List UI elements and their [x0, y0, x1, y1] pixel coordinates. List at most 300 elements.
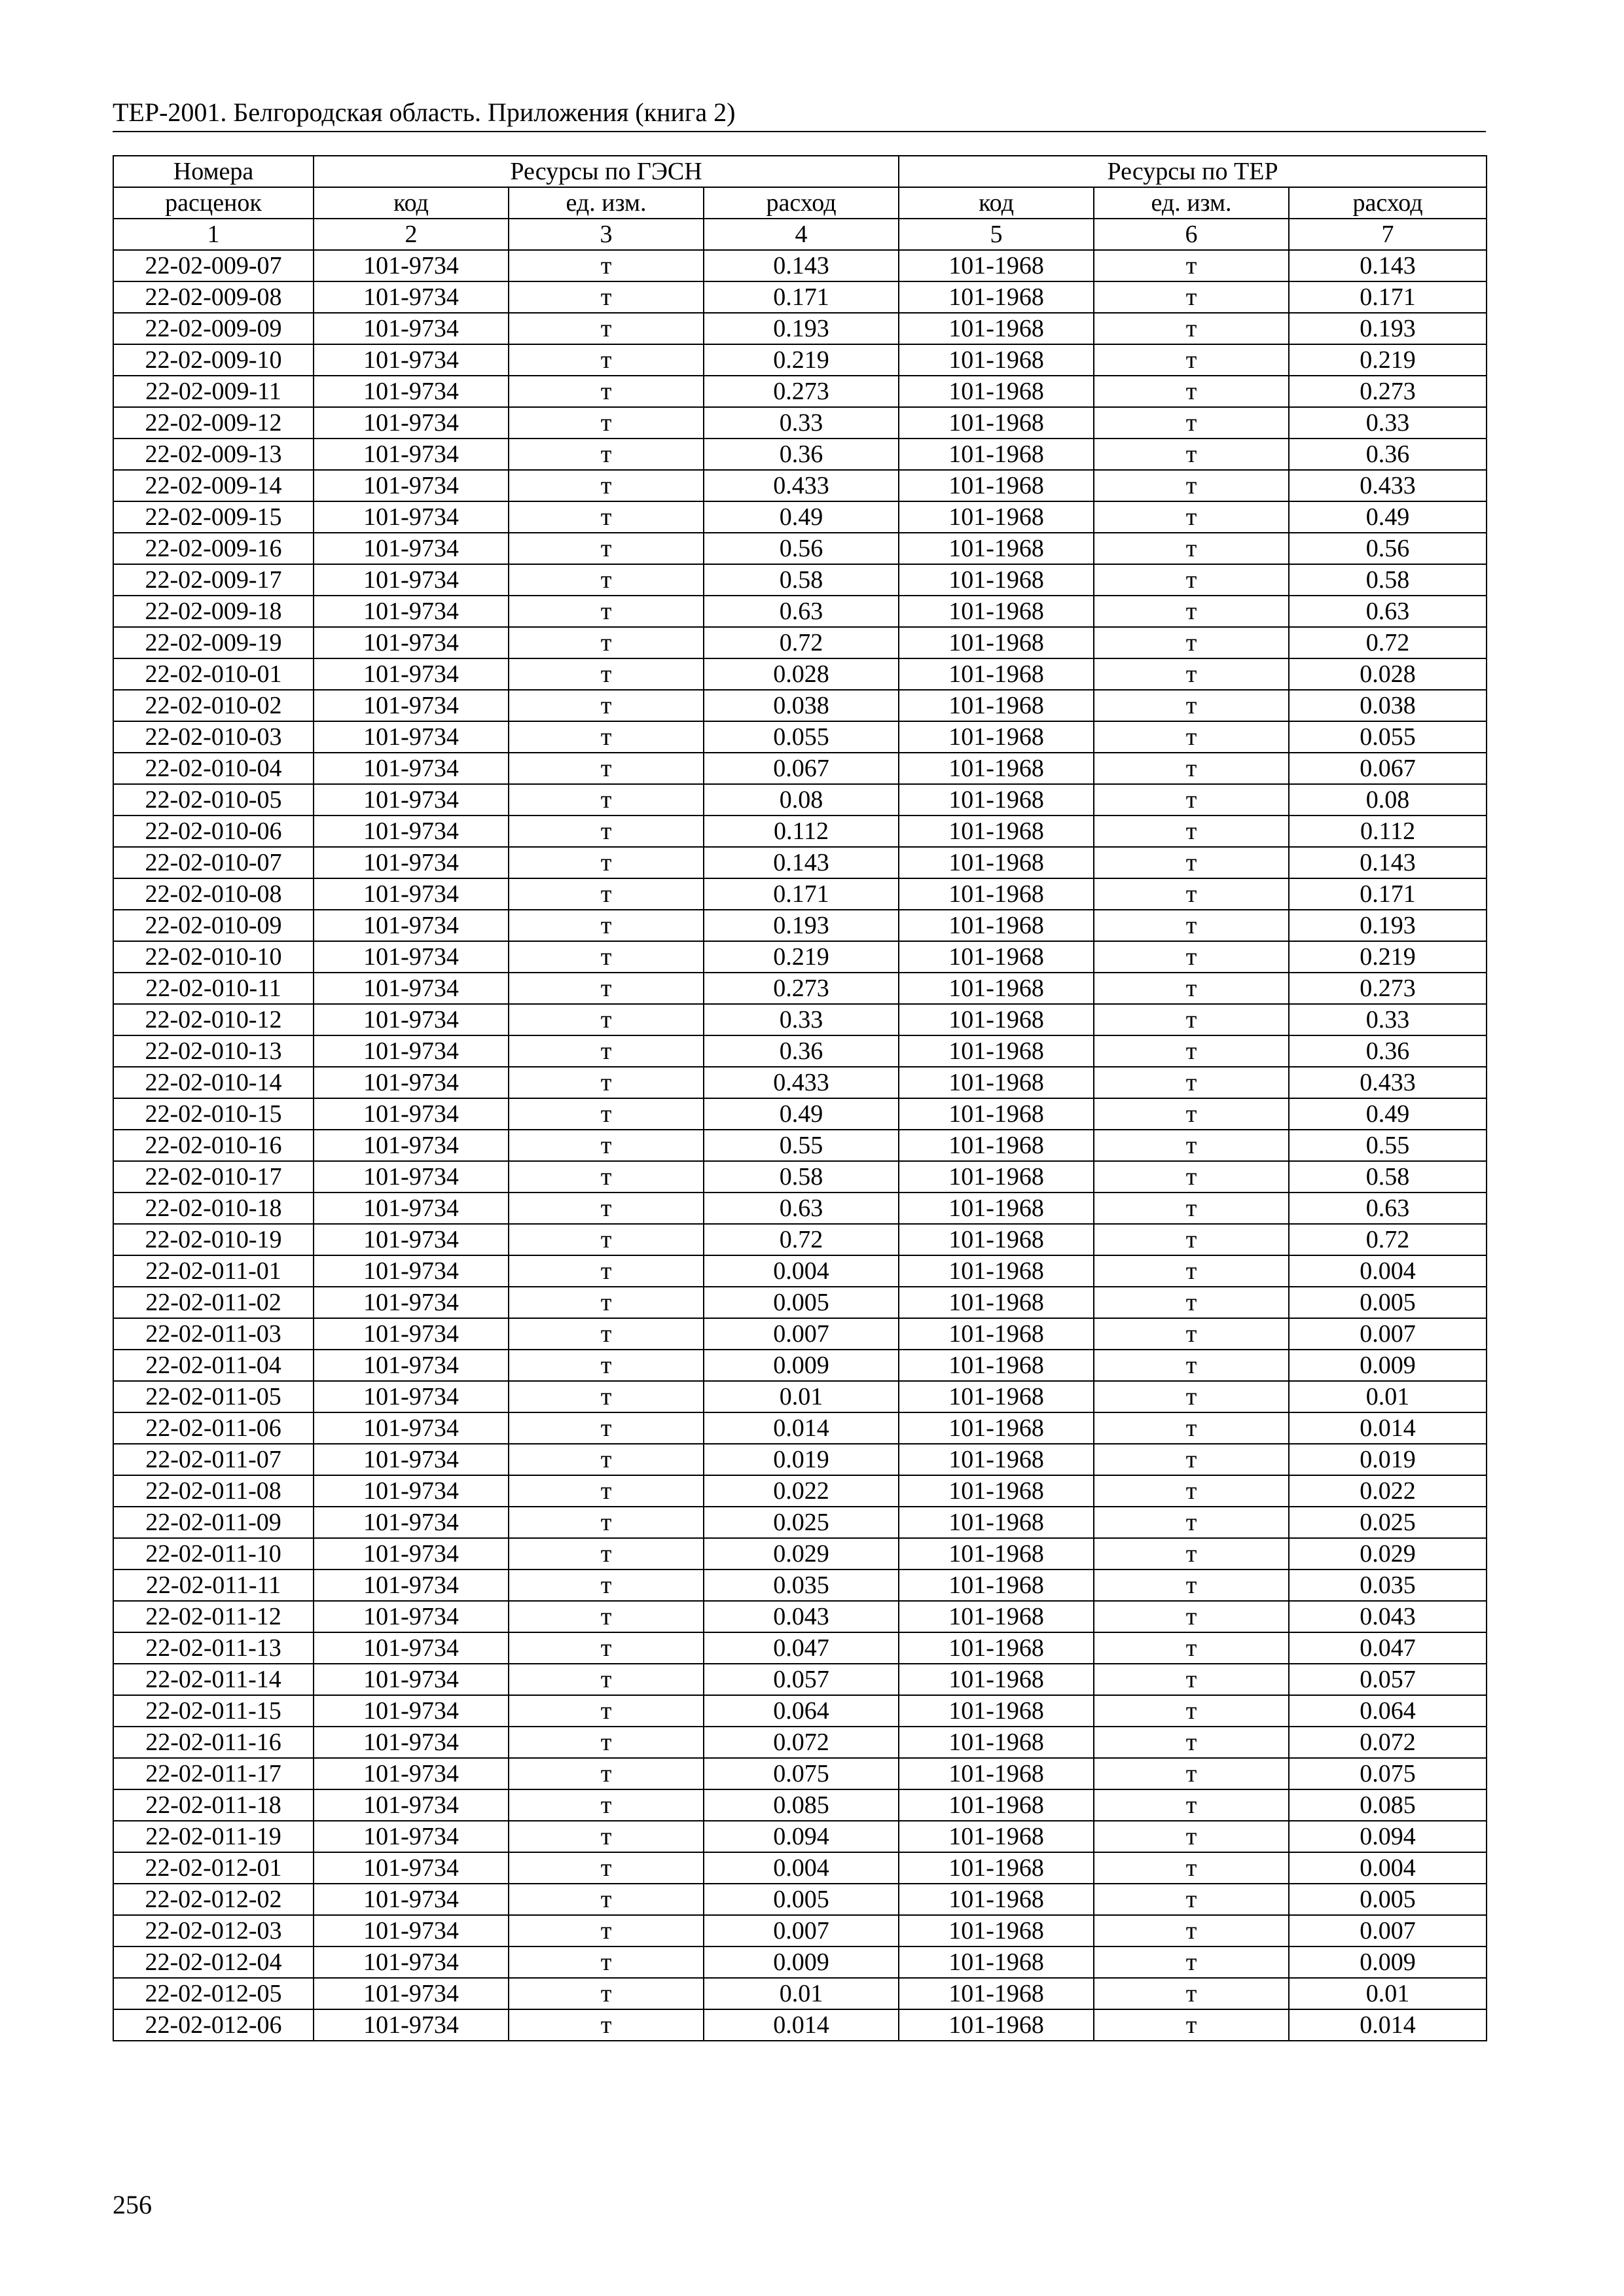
table-row: [113, 1444, 1487, 1475]
cell-ter-code: 101-1968: [899, 1507, 1094, 1538]
resources-table: [113, 155, 1487, 2041]
cell-rate-number: 22-02-009-12: [113, 407, 314, 439]
cell-gesn-code: 101-9734: [314, 658, 509, 690]
column-number: 3: [509, 219, 704, 250]
cell-rate-number: 22-02-011-15: [113, 1695, 314, 1727]
cell-ter-code: 101-1968: [899, 376, 1094, 407]
cell-rate-number: 22-02-010-06: [113, 816, 314, 847]
cell-ter-unit: т: [1094, 1475, 1289, 1507]
cell-ter-unit: т: [1094, 1758, 1289, 1789]
cell-rate-number: 22-02-011-09: [113, 1507, 314, 1538]
cell-gesn-unit: т: [509, 564, 704, 596]
cell-gesn-consumption: 0.433: [704, 1067, 899, 1098]
cell-ter-unit: т: [1094, 1193, 1289, 1224]
cell-ter-code: 101-1968: [899, 344, 1094, 376]
header-gesn-unit: ед. изм.: [509, 187, 704, 219]
cell-rate-number: 22-02-012-04: [113, 1946, 314, 1978]
cell-ter-consumption: 0.047: [1289, 1632, 1487, 1664]
cell-gesn-unit: т: [509, 501, 704, 533]
cell-ter-unit: т: [1094, 1632, 1289, 1664]
cell-rate-number: 22-02-009-11: [113, 376, 314, 407]
cell-gesn-unit: т: [509, 250, 704, 281]
cell-ter-code: 101-1968: [899, 439, 1094, 470]
table-row: [113, 816, 1487, 847]
cell-gesn-consumption: 0.193: [704, 910, 899, 941]
cell-rate-number: 22-02-011-11: [113, 1570, 314, 1601]
cell-ter-consumption: 0.171: [1289, 878, 1487, 910]
table-row: [113, 1318, 1487, 1350]
cell-gesn-consumption: 0.219: [704, 941, 899, 973]
cell-ter-unit: т: [1094, 281, 1289, 313]
cell-ter-consumption: 0.005: [1289, 1287, 1487, 1318]
table-row: [113, 1507, 1487, 1538]
cell-gesn-consumption: 0.433: [704, 470, 899, 501]
cell-ter-code: 101-1968: [899, 281, 1094, 313]
cell-ter-unit: т: [1094, 1570, 1289, 1601]
table-row: [113, 470, 1487, 501]
cell-ter-consumption: 0.273: [1289, 973, 1487, 1004]
cell-gesn-unit: т: [509, 910, 704, 941]
cell-ter-unit: т: [1094, 2009, 1289, 2041]
header-numbers: Номера: [113, 156, 314, 187]
cell-ter-consumption: 0.112: [1289, 816, 1487, 847]
cell-ter-unit: т: [1094, 1664, 1289, 1695]
cell-ter-code: 101-1968: [899, 1915, 1094, 1946]
cell-gesn-code: 101-9734: [314, 1161, 509, 1193]
cell-gesn-unit: т: [509, 1852, 704, 1884]
cell-rate-number: 22-02-011-10: [113, 1538, 314, 1570]
cell-gesn-consumption: 0.56: [704, 533, 899, 564]
cell-gesn-consumption: 0.58: [704, 564, 899, 596]
cell-ter-unit: т: [1094, 878, 1289, 910]
cell-ter-unit: т: [1094, 1130, 1289, 1161]
cell-gesn-consumption: 0.047: [704, 1632, 899, 1664]
cell-rate-number: 22-02-009-09: [113, 313, 314, 344]
cell-ter-consumption: 0.219: [1289, 344, 1487, 376]
cell-gesn-unit: т: [509, 753, 704, 784]
table-row: [113, 1852, 1487, 1884]
cell-ter-consumption: 0.005: [1289, 1884, 1487, 1915]
cell-gesn-consumption: 0.72: [704, 627, 899, 658]
cell-ter-unit: т: [1094, 250, 1289, 281]
cell-rate-number: 22-02-011-05: [113, 1381, 314, 1412]
cell-ter-code: 101-1968: [899, 1161, 1094, 1193]
cell-gesn-code: 101-9734: [314, 1664, 509, 1695]
cell-ter-code: 101-1968: [899, 1632, 1094, 1664]
cell-ter-code: 101-1968: [899, 1035, 1094, 1067]
cell-gesn-code: 101-9734: [314, 816, 509, 847]
cell-rate-number: 22-02-009-17: [113, 564, 314, 596]
cell-ter-code: 101-1968: [899, 1758, 1094, 1789]
cell-ter-code: 101-1968: [899, 753, 1094, 784]
cell-gesn-code: 101-9734: [314, 1224, 509, 1255]
header-gesn-resources: Ресурсы по ГЭСН: [314, 156, 899, 187]
table-row: [113, 878, 1487, 910]
cell-ter-consumption: 0.085: [1289, 1789, 1487, 1821]
cell-gesn-consumption: 0.33: [704, 407, 899, 439]
cell-gesn-unit: т: [509, 1067, 704, 1098]
cell-ter-code: 101-1968: [899, 1412, 1094, 1444]
cell-rate-number: 22-02-010-17: [113, 1161, 314, 1193]
cell-rate-number: 22-02-010-12: [113, 1004, 314, 1035]
cell-ter-code: 101-1968: [899, 564, 1094, 596]
cell-gesn-code: 101-9734: [314, 1444, 509, 1475]
cell-ter-consumption: 0.055: [1289, 721, 1487, 753]
cell-ter-code: 101-1968: [899, 596, 1094, 627]
cell-gesn-unit: т: [509, 658, 704, 690]
cell-gesn-unit: т: [509, 1004, 704, 1035]
cell-rate-number: 22-02-012-05: [113, 1978, 314, 2009]
cell-ter-consumption: 0.019: [1289, 1444, 1487, 1475]
table-row: [113, 1821, 1487, 1852]
cell-ter-code: 101-1968: [899, 1381, 1094, 1412]
table-row: [113, 690, 1487, 721]
cell-ter-consumption: 0.58: [1289, 564, 1487, 596]
cell-gesn-code: 101-9734: [314, 690, 509, 721]
cell-rate-number: 22-02-010-04: [113, 753, 314, 784]
cell-gesn-unit: т: [509, 1789, 704, 1821]
cell-rate-number: 22-02-009-08: [113, 281, 314, 313]
cell-gesn-consumption: 0.219: [704, 344, 899, 376]
table-row: [113, 1695, 1487, 1727]
cell-ter-code: 101-1968: [899, 816, 1094, 847]
cell-gesn-code: 101-9734: [314, 1727, 509, 1758]
cell-gesn-code: 101-9734: [314, 250, 509, 281]
cell-rate-number: 22-02-010-05: [113, 784, 314, 816]
cell-ter-unit: т: [1094, 1538, 1289, 1570]
cell-ter-consumption: 0.72: [1289, 627, 1487, 658]
cell-ter-unit: т: [1094, 658, 1289, 690]
cell-gesn-code: 101-9734: [314, 1695, 509, 1727]
column-number: 2: [314, 219, 509, 250]
cell-rate-number: 22-02-010-09: [113, 910, 314, 941]
cell-ter-consumption: 0.63: [1289, 596, 1487, 627]
header-gesn-code: код: [314, 187, 509, 219]
cell-ter-code: 101-1968: [899, 910, 1094, 941]
cell-rate-number: 22-02-011-01: [113, 1255, 314, 1287]
cell-gesn-consumption: 0.014: [704, 1412, 899, 1444]
cell-rate-number: 22-02-011-12: [113, 1601, 314, 1632]
table-row: [113, 1915, 1487, 1946]
cell-ter-consumption: 0.075: [1289, 1758, 1487, 1789]
cell-ter-unit: т: [1094, 847, 1289, 878]
cell-gesn-unit: т: [509, 596, 704, 627]
cell-rate-number: 22-02-010-14: [113, 1067, 314, 1098]
cell-gesn-consumption: 0.01: [704, 1381, 899, 1412]
cell-gesn-unit: т: [509, 1507, 704, 1538]
cell-ter-consumption: 0.014: [1289, 1412, 1487, 1444]
cell-gesn-code: 101-9734: [314, 313, 509, 344]
cell-rate-number: 22-02-010-18: [113, 1193, 314, 1224]
cell-ter-code: 101-1968: [899, 1570, 1094, 1601]
cell-gesn-unit: т: [509, 1821, 704, 1852]
page-number: 256: [113, 2190, 152, 2219]
cell-ter-consumption: 0.057: [1289, 1664, 1487, 1695]
cell-ter-unit: т: [1094, 1507, 1289, 1538]
cell-ter-consumption: 0.33: [1289, 1004, 1487, 1035]
cell-ter-consumption: 0.143: [1289, 250, 1487, 281]
cell-gesn-code: 101-9734: [314, 941, 509, 973]
cell-ter-unit: т: [1094, 941, 1289, 973]
table-row: [113, 533, 1487, 564]
cell-gesn-code: 101-9734: [314, 1067, 509, 1098]
table-row: [113, 1570, 1487, 1601]
table-row: [113, 627, 1487, 658]
cell-gesn-code: 101-9734: [314, 281, 509, 313]
cell-gesn-consumption: 0.33: [704, 1004, 899, 1035]
cell-gesn-consumption: 0.005: [704, 1287, 899, 1318]
cell-rate-number: 22-02-010-02: [113, 690, 314, 721]
cell-gesn-code: 101-9734: [314, 847, 509, 878]
cell-ter-code: 101-1968: [899, 1695, 1094, 1727]
table-row: [113, 1067, 1487, 1098]
cell-ter-consumption: 0.273: [1289, 376, 1487, 407]
cell-gesn-unit: т: [509, 1412, 704, 1444]
cell-ter-consumption: 0.49: [1289, 501, 1487, 533]
table-row: [113, 1664, 1487, 1695]
cell-gesn-unit: т: [509, 344, 704, 376]
table-row: [113, 1727, 1487, 1758]
cell-gesn-consumption: 0.014: [704, 2009, 899, 2041]
table-row: [113, 1601, 1487, 1632]
header-rates: расценок: [113, 187, 314, 219]
cell-ter-unit: т: [1094, 1852, 1289, 1884]
cell-gesn-code: 101-9734: [314, 1381, 509, 1412]
cell-ter-code: 101-1968: [899, 973, 1094, 1004]
cell-ter-consumption: 0.094: [1289, 1821, 1487, 1852]
cell-gesn-consumption: 0.067: [704, 753, 899, 784]
cell-ter-unit: т: [1094, 1601, 1289, 1632]
cell-gesn-consumption: 0.004: [704, 1852, 899, 1884]
cell-gesn-unit: т: [509, 1224, 704, 1255]
cell-ter-code: 101-1968: [899, 1978, 1094, 2009]
cell-ter-unit: т: [1094, 470, 1289, 501]
cell-ter-code: 101-1968: [899, 1852, 1094, 1884]
cell-gesn-unit: т: [509, 1538, 704, 1570]
cell-ter-unit: т: [1094, 533, 1289, 564]
cell-ter-consumption: 0.433: [1289, 1067, 1487, 1098]
table-row: [113, 1789, 1487, 1821]
cell-ter-code: 101-1968: [899, 1538, 1094, 1570]
table-row: [113, 1004, 1487, 1035]
cell-gesn-code: 101-9734: [314, 596, 509, 627]
cell-gesn-consumption: 0.043: [704, 1601, 899, 1632]
header-ter-resources: Ресурсы по ТЕР: [899, 156, 1487, 187]
cell-ter-unit: т: [1094, 344, 1289, 376]
cell-gesn-consumption: 0.028: [704, 658, 899, 690]
header-ter-unit: ед. изм.: [1094, 187, 1289, 219]
cell-gesn-code: 101-9734: [314, 1412, 509, 1444]
cell-gesn-unit: т: [509, 973, 704, 1004]
cell-rate-number: 22-02-011-03: [113, 1318, 314, 1350]
table-row: [113, 281, 1487, 313]
cell-ter-unit: т: [1094, 1978, 1289, 2009]
cell-rate-number: 22-02-012-03: [113, 1915, 314, 1946]
cell-gesn-unit: т: [509, 1035, 704, 1067]
cell-ter-consumption: 0.193: [1289, 910, 1487, 941]
cell-gesn-unit: т: [509, 1884, 704, 1915]
cell-gesn-unit: т: [509, 1350, 704, 1381]
cell-ter-unit: т: [1094, 439, 1289, 470]
cell-gesn-code: 101-9734: [314, 564, 509, 596]
table-row: [113, 1475, 1487, 1507]
cell-ter-consumption: 0.01: [1289, 1978, 1487, 2009]
cell-rate-number: 22-02-009-07: [113, 250, 314, 281]
cell-gesn-consumption: 0.58: [704, 1161, 899, 1193]
cell-gesn-consumption: 0.273: [704, 376, 899, 407]
column-number: 4: [704, 219, 899, 250]
cell-gesn-code: 101-9734: [314, 1821, 509, 1852]
cell-ter-unit: т: [1094, 753, 1289, 784]
cell-ter-consumption: 0.043: [1289, 1601, 1487, 1632]
table-row: [113, 847, 1487, 878]
cell-rate-number: 22-02-012-02: [113, 1884, 314, 1915]
cell-ter-consumption: 0.004: [1289, 1852, 1487, 1884]
cell-gesn-unit: т: [509, 721, 704, 753]
table-row: [113, 1538, 1487, 1570]
cell-gesn-unit: т: [509, 1695, 704, 1727]
cell-gesn-unit: т: [509, 1444, 704, 1475]
cell-ter-code: 101-1968: [899, 1130, 1094, 1161]
cell-ter-consumption: 0.038: [1289, 690, 1487, 721]
cell-rate-number: 22-02-010-07: [113, 847, 314, 878]
cell-gesn-consumption: 0.193: [704, 313, 899, 344]
cell-gesn-consumption: 0.49: [704, 501, 899, 533]
cell-ter-unit: т: [1094, 407, 1289, 439]
cell-rate-number: 22-02-012-01: [113, 1852, 314, 1884]
cell-rate-number: 22-02-010-16: [113, 1130, 314, 1161]
cell-gesn-unit: т: [509, 1727, 704, 1758]
cell-rate-number: 22-02-010-10: [113, 941, 314, 973]
cell-gesn-unit: т: [509, 376, 704, 407]
cell-gesn-consumption: 0.075: [704, 1758, 899, 1789]
cell-rate-number: 22-02-011-16: [113, 1727, 314, 1758]
cell-ter-unit: т: [1094, 1098, 1289, 1130]
cell-ter-code: 101-1968: [899, 501, 1094, 533]
cell-ter-unit: т: [1094, 501, 1289, 533]
cell-gesn-code: 101-9734: [314, 501, 509, 533]
cell-gesn-consumption: 0.112: [704, 816, 899, 847]
table-row: [113, 313, 1487, 344]
cell-gesn-unit: т: [509, 1381, 704, 1412]
cell-gesn-consumption: 0.36: [704, 1035, 899, 1067]
cell-gesn-code: 101-9734: [314, 878, 509, 910]
cell-ter-consumption: 0.007: [1289, 1915, 1487, 1946]
table-row: [113, 1035, 1487, 1067]
cell-gesn-code: 101-9734: [314, 753, 509, 784]
cell-ter-consumption: 0.433: [1289, 470, 1487, 501]
cell-ter-consumption: 0.022: [1289, 1475, 1487, 1507]
cell-gesn-consumption: 0.143: [704, 847, 899, 878]
table-group-header-row: [113, 156, 1487, 187]
cell-ter-consumption: 0.219: [1289, 941, 1487, 973]
header-ter-consumption: расход: [1289, 187, 1487, 219]
cell-rate-number: 22-02-011-02: [113, 1287, 314, 1318]
cell-gesn-consumption: 0.009: [704, 1946, 899, 1978]
cell-gesn-code: 101-9734: [314, 721, 509, 753]
cell-ter-unit: т: [1094, 1821, 1289, 1852]
cell-ter-code: 101-1968: [899, 1821, 1094, 1852]
cell-gesn-code: 101-9734: [314, 1538, 509, 1570]
table-row: [113, 910, 1487, 941]
cell-gesn-unit: т: [509, 2009, 704, 2041]
table-row: [113, 2009, 1487, 2041]
cell-gesn-unit: т: [509, 1098, 704, 1130]
cell-ter-unit: т: [1094, 1035, 1289, 1067]
cell-ter-code: 101-1968: [899, 690, 1094, 721]
cell-gesn-unit: т: [509, 470, 704, 501]
cell-gesn-unit: т: [509, 1161, 704, 1193]
cell-ter-code: 101-1968: [899, 721, 1094, 753]
table-row: [113, 250, 1487, 281]
cell-rate-number: 22-02-009-10: [113, 344, 314, 376]
cell-ter-consumption: 0.49: [1289, 1098, 1487, 1130]
cell-gesn-unit: т: [509, 1601, 704, 1632]
cell-gesn-consumption: 0.08: [704, 784, 899, 816]
cell-gesn-code: 101-9734: [314, 470, 509, 501]
table-row: [113, 407, 1487, 439]
cell-rate-number: 22-02-011-13: [113, 1632, 314, 1664]
table-row: [113, 1193, 1487, 1224]
cell-gesn-code: 101-9734: [314, 627, 509, 658]
cell-ter-code: 101-1968: [899, 1350, 1094, 1381]
table-sub-header-row: [113, 187, 1487, 219]
cell-gesn-code: 101-9734: [314, 1098, 509, 1130]
table-row: [113, 1130, 1487, 1161]
cell-gesn-consumption: 0.273: [704, 973, 899, 1004]
cell-rate-number: 22-02-011-18: [113, 1789, 314, 1821]
cell-gesn-code: 101-9734: [314, 1884, 509, 1915]
cell-ter-code: 101-1968: [899, 627, 1094, 658]
table-row: [113, 1884, 1487, 1915]
cell-gesn-unit: т: [509, 816, 704, 847]
cell-gesn-unit: т: [509, 941, 704, 973]
table-row: [113, 784, 1487, 816]
cell-rate-number: 22-02-012-06: [113, 2009, 314, 2041]
cell-gesn-code: 101-9734: [314, 1915, 509, 1946]
cell-ter-consumption: 0.035: [1289, 1570, 1487, 1601]
cell-rate-number: 22-02-010-19: [113, 1224, 314, 1255]
cell-ter-consumption: 0.36: [1289, 1035, 1487, 1067]
cell-gesn-consumption: 0.63: [704, 1193, 899, 1224]
cell-ter-consumption: 0.009: [1289, 1946, 1487, 1978]
table-row: [113, 941, 1487, 973]
table-row: [113, 1287, 1487, 1318]
column-number: 7: [1289, 219, 1487, 250]
table-body: [113, 250, 1487, 2041]
cell-gesn-unit: т: [509, 313, 704, 344]
cell-gesn-consumption: 0.171: [704, 878, 899, 910]
cell-ter-code: 101-1968: [899, 1727, 1094, 1758]
cell-ter-consumption: 0.55: [1289, 1130, 1487, 1161]
column-number: 5: [899, 219, 1094, 250]
table-row: [113, 376, 1487, 407]
cell-ter-consumption: 0.33: [1289, 407, 1487, 439]
cell-gesn-unit: т: [509, 1255, 704, 1287]
cell-gesn-unit: т: [509, 407, 704, 439]
cell-gesn-code: 101-9734: [314, 1570, 509, 1601]
cell-ter-code: 101-1968: [899, 784, 1094, 816]
cell-ter-code: 101-1968: [899, 407, 1094, 439]
cell-gesn-consumption: 0.005: [704, 1884, 899, 1915]
cell-rate-number: 22-02-010-15: [113, 1098, 314, 1130]
cell-gesn-consumption: 0.038: [704, 690, 899, 721]
cell-rate-number: 22-02-011-17: [113, 1758, 314, 1789]
cell-ter-consumption: 0.58: [1289, 1161, 1487, 1193]
table-row: [113, 753, 1487, 784]
cell-ter-code: 101-1968: [899, 1664, 1094, 1695]
cell-ter-unit: т: [1094, 1255, 1289, 1287]
